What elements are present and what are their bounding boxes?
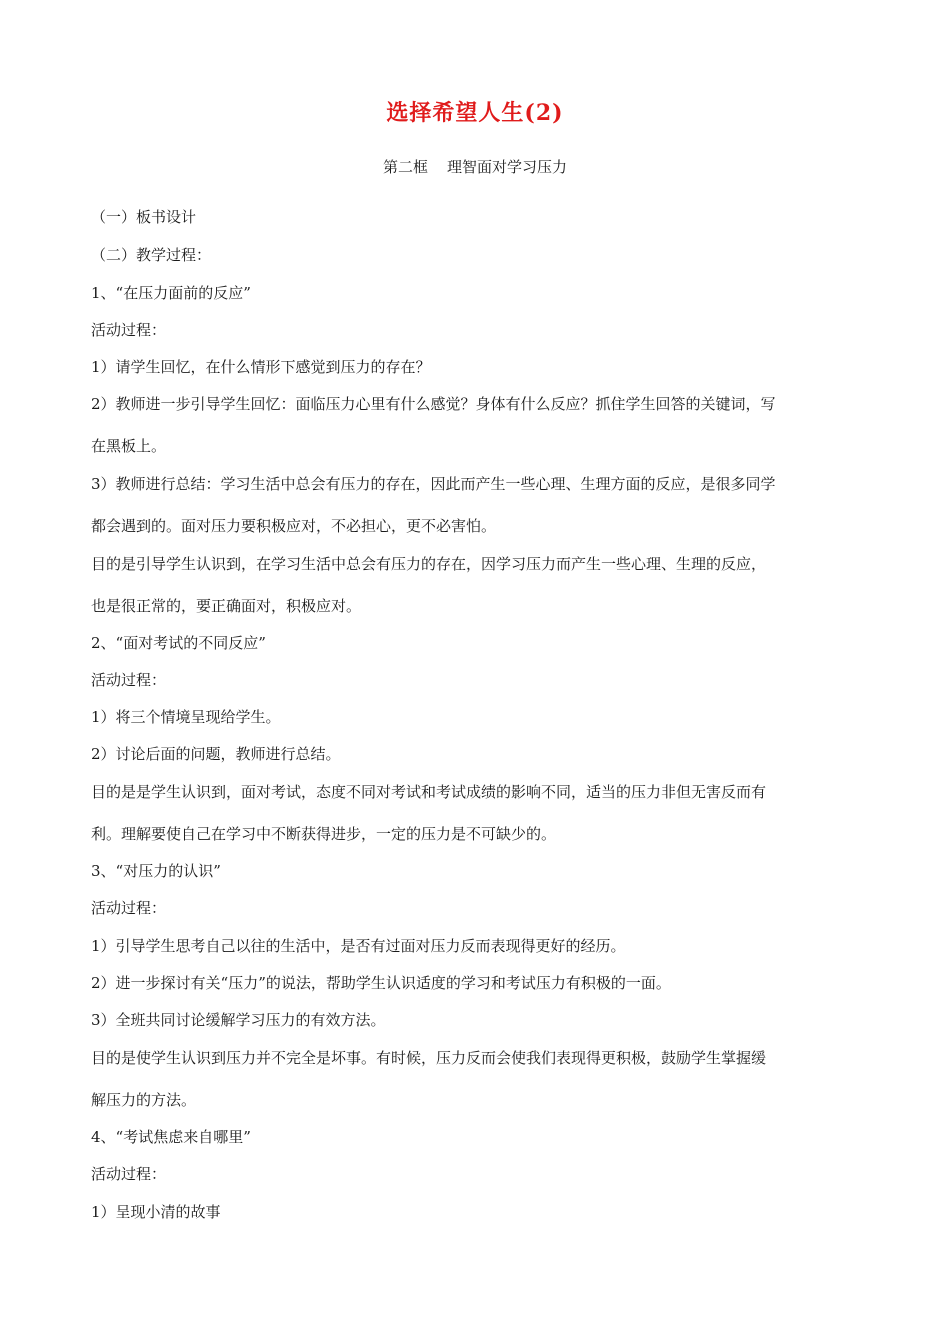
paragraph-line: 活动过程： [91, 1165, 167, 1183]
paragraph-line: 活动过程： [91, 899, 167, 917]
paragraph-line: 3）全班共同讨论缓解学习压力的有效方法。 [91, 1011, 386, 1029]
paragraph-line: 1）引导学生思考自己以往的生活中，是否有过面对压力反而表现得更好的经历。 [91, 937, 626, 955]
section-heading: （一）板书设计 [91, 208, 197, 226]
document-subtitle: 第二框 理智面对学习压力 [382, 158, 568, 176]
paragraph-line: 2）讨论后面的问题，教师进行总结。 [91, 745, 341, 763]
paragraph-line: 在黑板上。 [91, 437, 167, 455]
document-title: 选择希望人生(2) [386, 100, 564, 126]
paragraph-line: 也是很正常的，要正确面对，积极应对。 [91, 597, 362, 615]
paragraph-line: 利。理解要使自己在学习中不断获得进步，一定的压力是不可缺少的。 [91, 825, 557, 843]
paragraph-line: 2）进一步探讨有关“压力”的说法，帮助学生认识适度的学习和考试压力有积极的一面。 [91, 974, 671, 992]
activity-heading: 2、“面对考试的不同反应” [91, 634, 266, 652]
paragraph-line: 活动过程： [91, 321, 167, 339]
activity-heading: 1、“在压力面前的反应” [91, 284, 251, 302]
paragraph-line: 1）呈现小清的故事 [91, 1203, 221, 1221]
paragraph-line: 目的是使学生认识到压力并不完全是坏事。有时候，压力反而会使我们表现得更积极，鼓励学生掌握缓 [91, 1049, 767, 1067]
paragraph-line: 目的是引导学生认识到，在学习生活中总会有压力的存在，因学习压力而产生一些心理、生理的反应， [91, 555, 767, 573]
paragraph-line: 1）将三个情境呈现给学生。 [91, 708, 281, 726]
activity-heading: 4、“考试焦虑来自哪里” [91, 1128, 251, 1146]
section-heading: （二）教学过程： [91, 246, 212, 264]
paragraph-line: 都会遇到的。面对压力要积极应对，不必担心，更不必害怕。 [91, 517, 497, 535]
paragraph-line: 3）教师进行总结：学习生活中总会有压力的存在，因此而产生一些心理、生理方面的反应，是很多同学 [91, 475, 776, 493]
paragraph-line: 1）请学生回忆，在什么情形下感觉到压力的存在？ [91, 358, 431, 376]
paragraph-line: 活动过程： [91, 671, 167, 689]
paragraph-line: 解压力的方法。 [91, 1091, 197, 1109]
paragraph-line: 2）教师进一步引导学生回忆：面临压力心里有什么感觉？身体有什么反应？抓住学生回答的关键词，写 [91, 395, 776, 413]
activity-heading: 3、“对压力的认识” [91, 862, 221, 880]
paragraph-line: 目的是是学生认识到，面对考试，态度不同对考试和考试成绩的影响不同，适当的压力非但无害反而有 [91, 783, 767, 801]
